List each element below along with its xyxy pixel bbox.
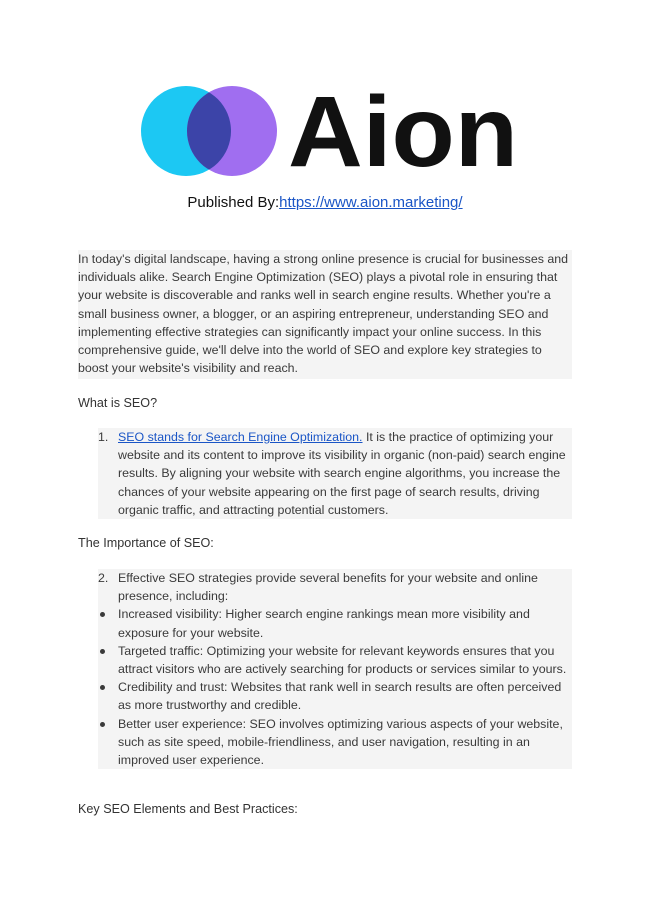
bullet-text: Credibility and trust: Websites that rank well in search results are often perceived as more trustworthy and credible. bbox=[118, 680, 562, 713]
bullet-icon bbox=[100, 612, 105, 617]
bullet-text: Better user experience: SEO involves optimizing various aspects of your website, such as site speed, mobile-friendliness, and user navigation, resulting in an improved user experience. bbox=[118, 716, 563, 768]
bullet-text: Targeted traffic: Optimizing your website for relevant keywords ensures that you attract visitors who are actively searching for products or services similar to yours. bbox=[118, 643, 567, 677]
bullet-item bbox=[98, 642, 572, 678]
bullet-icon bbox=[100, 649, 105, 654]
aion-logo bbox=[140, 86, 520, 176]
importance-list bbox=[98, 569, 572, 769]
heading-key-elements: Key SEO Elements and Best Practices: bbox=[78, 802, 298, 816]
bullet-icon bbox=[100, 685, 105, 690]
bullet-icon bbox=[100, 722, 105, 727]
bullet-item bbox=[98, 715, 572, 770]
list-item-2-text: Effective SEO strategies provide several benefits for your website and online presence, including: bbox=[118, 571, 538, 604]
bullet-text: Increased visibility: Higher search engine rankings mean more visibility and exposure for your website. bbox=[118, 607, 530, 640]
intro-paragraph: In today's digital landscape, having a strong online presence is crucial for businesses and individuals alike. Search Engine Optimization (SEO) plays a pivotal role in ensuring that your website is discoverable and ranks well in search engine results. Whether you're a small business owner, a blogger, or an aspiring entrepreneur, understanding SEO and implementing effective strategies can significantly impact your online success. In this comprehensive guide, we'll delve into the world of SEO and explore key strategies to boost your website's visibility and reach. bbox=[78, 250, 572, 379]
list-item-1-text: It is the practice of optimizing your website and its content to improve its visibility in organic (non-paid) search engine results. By aligning your website with search engine algorithms, you increase the chances of your website appearing on the first page of search results, driving organic traffic, and attracting potential customers. bbox=[118, 430, 566, 517]
published-link[interactable]: https://www.aion.marketing/ bbox=[279, 194, 463, 211]
published-by bbox=[0, 194, 650, 211]
list-item-1 bbox=[98, 428, 572, 519]
logo-wordmark: Aion bbox=[288, 86, 518, 176]
heading-what-is-seo: What is SEO? bbox=[78, 396, 158, 410]
heading-importance: The Importance of SEO: bbox=[78, 536, 214, 550]
published-label: Published By: bbox=[187, 194, 280, 211]
list-number: 1. bbox=[98, 430, 109, 444]
list-item-2 bbox=[98, 569, 572, 605]
list-number: 2. bbox=[98, 571, 109, 585]
bullet-item bbox=[98, 605, 572, 641]
bullet-item bbox=[98, 678, 572, 714]
seo-definition-link[interactable]: SEO stands for Search Engine Optimization. bbox=[118, 430, 363, 444]
